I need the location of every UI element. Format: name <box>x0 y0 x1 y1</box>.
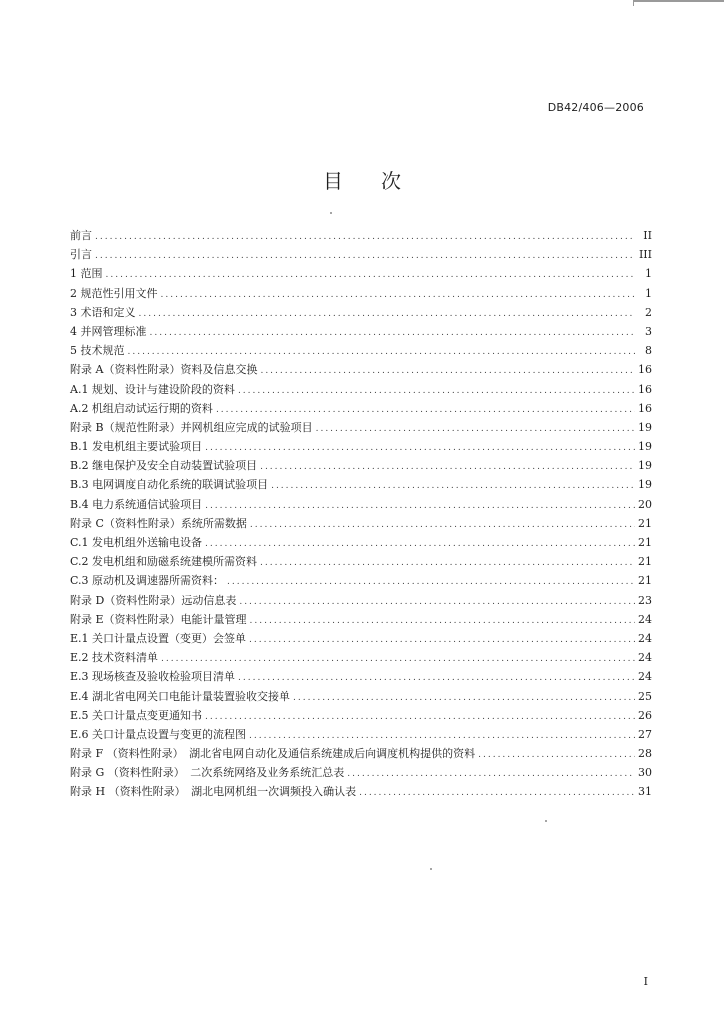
toc-entry-page: 27 <box>638 727 652 741</box>
toc-entry[interactable] <box>70 226 652 245</box>
toc-entry[interactable] <box>70 667 652 686</box>
toc-entry-label: E.5 关口计量点变更通知书 <box>70 708 203 722</box>
toc-dot-leader <box>271 477 635 496</box>
toc-entry-page: 1 <box>645 286 652 300</box>
toc-dot-leader <box>238 669 635 688</box>
toc-entry-page: 16 <box>638 401 652 415</box>
toc-entry-page: 24 <box>638 631 652 645</box>
scan-speck <box>430 868 432 870</box>
toc-entry-page: 31 <box>638 785 652 799</box>
toc-entry[interactable] <box>70 763 652 782</box>
toc-entry-page: 21 <box>638 516 652 530</box>
toc-dot-leader <box>478 746 635 765</box>
toc-dot-leader <box>347 765 635 784</box>
toc-entry-label: B.1 发电机组主要试验项目 <box>70 440 203 454</box>
toc-entry[interactable] <box>70 514 652 533</box>
toc-dot-leader <box>239 593 635 612</box>
toc-dot-leader <box>250 612 635 631</box>
toc-dot-leader <box>139 305 636 324</box>
toc-entry-label: 引言 <box>70 248 92 262</box>
toc-entry[interactable] <box>70 264 652 283</box>
toc-entry-label: 附录 H （资料性附录） 湖北电网机组一次调频投入确认表 <box>70 785 357 799</box>
toc-entry[interactable] <box>70 475 652 494</box>
toc-entry-label: 附录 G （资料性附录） 二次系统网络及业务系统汇总表 <box>70 766 345 780</box>
toc-entry-page: 24 <box>638 651 652 665</box>
toc-entry-label: 附录 D（资料性附录）远动信息表 <box>70 593 237 607</box>
toc-dot-leader <box>205 439 635 458</box>
toc-entry[interactable] <box>70 571 652 590</box>
toc-entry-page: 23 <box>638 593 652 607</box>
toc-entry[interactable] <box>70 552 652 571</box>
toc-entry-label: B.3 电网调度自动化系统的联调试验项目 <box>70 478 269 492</box>
toc-dot-leader <box>359 784 635 803</box>
toc-entry-page: 24 <box>638 612 652 626</box>
toc-entry-page: 20 <box>638 497 652 511</box>
toc-entry[interactable] <box>70 303 652 322</box>
toc-entry-label: 附录 A（资料性附录）资料及信息交换 <box>70 363 258 377</box>
toc-entry-label: E.3 现场核查及验收检验项目清单 <box>70 670 236 684</box>
toc-entry-page: 3 <box>645 324 652 338</box>
toc-dot-leader <box>260 554 635 573</box>
toc-dot-leader <box>106 266 636 285</box>
toc-entry-page: 19 <box>638 478 652 492</box>
toc-entry[interactable] <box>70 495 652 514</box>
toc-entry-label: A.1 规划、设计与建设阶段的资料 <box>70 382 235 396</box>
toc-entry[interactable] <box>70 245 652 264</box>
toc-dot-leader <box>205 535 635 554</box>
toc-entry[interactable] <box>70 782 652 801</box>
toc-entry-label: 4 并网管理标准 <box>70 324 147 338</box>
toc-dot-leader <box>260 458 635 477</box>
toc-entry-label: 前言 <box>70 229 92 242</box>
toc-dot-leader <box>227 573 635 592</box>
toc-entry-label: E.6 关口计量点设置与变更的流程图 <box>70 727 247 741</box>
toc-entry-label: 附录 E（资料性附录）电能计量管理 <box>70 612 247 626</box>
toc-entry[interactable] <box>70 629 652 648</box>
page-title: 目次 <box>323 169 439 193</box>
toc-entry[interactable] <box>70 610 652 629</box>
scan-edge-mark <box>633 0 724 6</box>
toc-entry[interactable] <box>70 418 652 437</box>
toc-entry-page: 21 <box>638 555 652 569</box>
toc-entry[interactable] <box>70 456 652 475</box>
toc-entry-page: 2 <box>645 305 652 319</box>
toc-entry-page: 30 <box>638 766 652 780</box>
toc-entry-label: 2 规范性引用文件 <box>70 286 158 300</box>
toc-entry[interactable] <box>70 437 652 456</box>
toc-entry-label: 附录 F （资料性附录） 湖北省电网自动化及通信系统建成后向调度机构提供的资料 <box>70 747 476 761</box>
toc-entry-label: 3 术语和定义 <box>70 305 136 319</box>
toc-entry-label: C.1 发电机组外送输电设备 <box>70 536 203 549</box>
document-code: DB42/406—2006 <box>547 101 644 114</box>
toc-entry[interactable] <box>70 284 652 303</box>
toc-entry-page: 21 <box>638 536 652 549</box>
toc-entry-label: B.2 继电保护及安全自动装置试验项目 <box>70 459 258 473</box>
toc-entry-page: 1 <box>645 267 652 281</box>
page-number: I <box>643 975 648 988</box>
toc-entry-page: 19 <box>638 440 652 454</box>
toc-entry-page: 24 <box>638 670 652 684</box>
toc-entry-page: 21 <box>638 574 652 588</box>
toc-dot-leader <box>293 689 635 708</box>
toc-entry-page: III <box>638 248 652 262</box>
toc-entry[interactable] <box>70 399 652 418</box>
toc-entry[interactable] <box>70 341 652 360</box>
toc-entry-label: 5 技术规范 <box>70 344 125 358</box>
toc-dot-leader <box>238 382 635 401</box>
toc-entry[interactable] <box>70 322 652 341</box>
toc-entry-label: 1 范围 <box>70 267 103 281</box>
toc-entry-page: 19 <box>638 420 652 434</box>
toc-dot-leader <box>161 286 636 305</box>
toc-entry[interactable] <box>70 591 652 610</box>
toc-dot-leader <box>316 420 635 439</box>
toc-dot-leader <box>205 708 635 727</box>
toc-entry[interactable] <box>70 380 652 399</box>
toc-entry[interactable] <box>70 533 652 552</box>
toc-entry[interactable] <box>70 706 652 725</box>
toc-entry-label: A.2 机组启动试运行期的资料 <box>70 401 213 415</box>
toc-entry[interactable] <box>70 648 652 667</box>
toc-entry-page: 28 <box>638 747 652 761</box>
toc-dot-leader <box>250 516 635 535</box>
toc-entry[interactable] <box>70 725 652 744</box>
toc-entry-label: E.1 关口计量点设置（变更）会签单 <box>70 631 247 645</box>
toc-entry-label: C.2 发电机组和励磁系统建模所需资料 <box>70 555 258 569</box>
toc-entry-label: 附录 B（规范性附录）并网机组应完成的试验项目 <box>70 420 313 434</box>
toc-dot-leader <box>150 324 636 343</box>
toc-entry[interactable] <box>70 744 652 763</box>
toc-entry-page: 16 <box>638 363 652 377</box>
scan-speck <box>545 820 547 822</box>
toc-entry-page: 25 <box>638 689 652 703</box>
toc-dot-leader <box>95 228 635 247</box>
toc-dot-leader <box>249 631 635 650</box>
scan-speck <box>330 212 332 214</box>
table-of-contents <box>70 226 652 802</box>
toc-entry-label: C.3 原动机及调速器所需资料： <box>70 574 225 588</box>
toc-entry-label: B.4 电力系统通信试验项目 <box>70 497 203 511</box>
toc-entry-page: 19 <box>638 459 652 473</box>
toc-entry[interactable] <box>70 360 652 379</box>
toc-entry-label: E.4 湖北省电网关口电能计量装置验收交接单 <box>70 689 291 703</box>
toc-dot-leader <box>95 247 635 266</box>
toc-entry-label: E.2 技术资料清单 <box>70 651 159 665</box>
toc-entry-page: 16 <box>638 382 652 396</box>
toc-entry-page: 26 <box>638 708 652 722</box>
toc-entry-page: 8 <box>645 344 652 358</box>
toc-dot-leader <box>205 497 635 516</box>
toc-entry-label: 附录 C（资料性附录）系统所需数据 <box>70 516 247 530</box>
toc-entry-page: II <box>643 229 652 242</box>
toc-entry[interactable] <box>70 687 652 706</box>
toc-dot-leader <box>260 362 635 381</box>
